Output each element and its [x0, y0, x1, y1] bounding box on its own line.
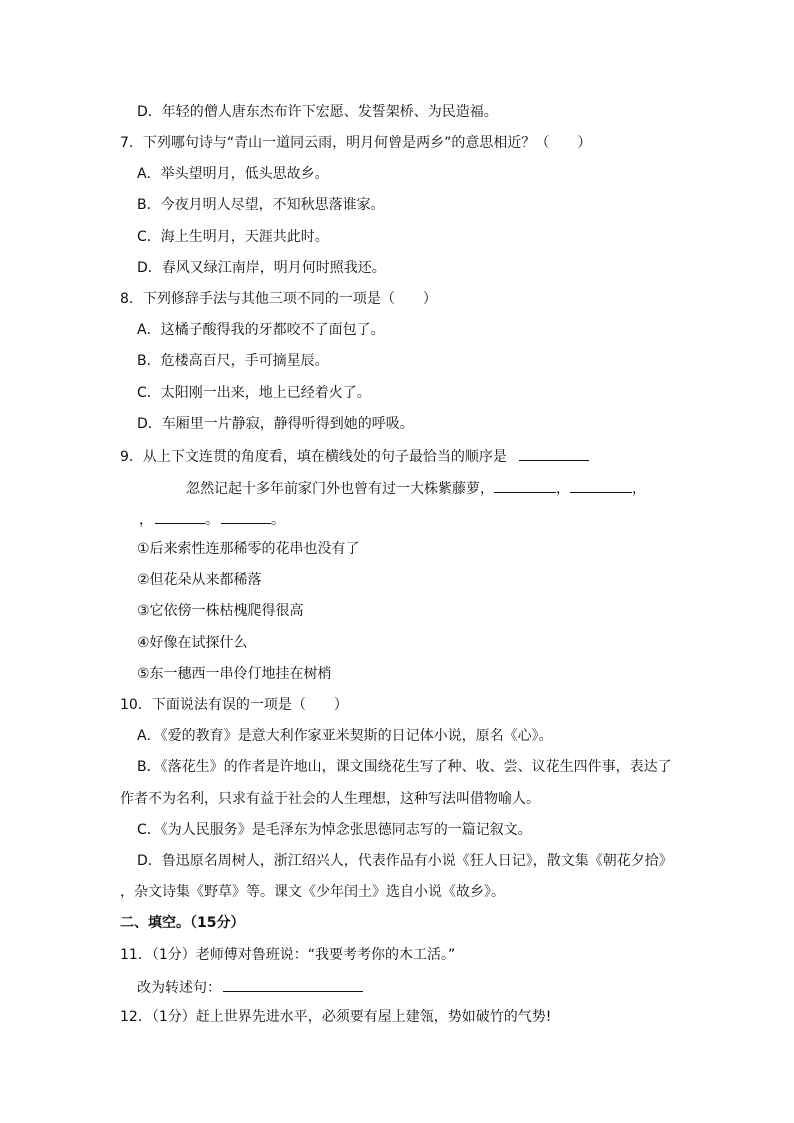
q10-option-d-cont: ，杂文诗集《野草》等。课文《少年闰土》选自小说《故乡》。 — [120, 884, 505, 900]
q7-option-c: C．海上生明月，天涯共此时。 — [137, 229, 329, 245]
q10-option-c: C．《为人民服务》是毛泽东为悼念张思德同志写的一篇记叙文。 — [137, 822, 532, 838]
q12-stem: 12．（1分）赶上世界先进水平，必须要有屋上建瓴，势如破竹的气势! — [120, 1009, 552, 1025]
q9-passage-text: 忽然记起十多年前家门外也曾有过一大株紫藤萝， — [186, 481, 494, 497]
q11-answer-blank[interactable] — [223, 977, 363, 992]
q9-sentence-5: ⑤东一穗西一串伶仃地挂在树梢 — [137, 666, 332, 682]
q8-option-c: C．太阳刚一出来，地上已经着火了。 — [137, 385, 371, 401]
q10-option-b: B．《落花生》的作者是许地山，课文围绕花生写了种、收、尝、议花生四件事，表达了 — [137, 759, 672, 775]
q6-option-d: D．年轻的僧人唐东杰布许下宏愿、发誓架桥、为民造福。 — [137, 104, 498, 120]
q8-option-d: D．车厢里一片静寂，静得听得到她的呼吸。 — [137, 416, 414, 432]
q9-sentence-3: ③它依傍一株枯槐爬得很高 — [137, 603, 304, 619]
q11-prompt: 改为转述句： — [137, 980, 221, 996]
q9-answer-blank[interactable] — [519, 446, 589, 461]
section-heading: 二、填空。（15分） — [120, 915, 245, 931]
q7-option-d: D．春风又绿江南岸，明月何时照我还。 — [137, 260, 386, 276]
q10-option-a: A．《爱的教育》是意大利作家亚米契斯的日记体小说，原名《心》。 — [137, 728, 553, 744]
q9-sentence-4: ④好像在试探什么 — [137, 635, 248, 651]
q8-option-a: A．这橘子酸得我的牙都咬不了面包了。 — [137, 322, 385, 338]
punctuation: ， — [556, 481, 570, 497]
punctuation: 。 — [205, 512, 219, 528]
q9-passage-line-2 — [139, 509, 285, 529]
q7-stem: 7．下列哪句诗与“青山一道同云雨，明月何曾是两乡”的意思相近？（ ） — [120, 135, 592, 151]
q8-stem: 8．下列修辞手法与其他三项不同的一项是（ ） — [120, 291, 437, 307]
q10-option-b-cont: 作者不为名利，只求有益于社会的人生理想，这种写法叫借物喻人。 — [120, 791, 540, 807]
q9-stem — [120, 446, 589, 466]
q11-stem: 11．（1分）老师傅对鲁班说：“我要考考你的木工活。” — [120, 947, 456, 963]
q10-option-d: D．鲁迅原名周树人，浙江绍兴人，代表作品有小说《狂人日记》，散文集《朝花夕拾》 — [137, 853, 673, 869]
q9-passage-line-1 — [186, 478, 646, 498]
q9-blank-2[interactable] — [570, 478, 632, 493]
q9-blank-3[interactable] — [155, 509, 205, 524]
q10-stem: 10．下面说法有误的一项是（ ） — [120, 697, 348, 713]
q9-sentence-1: ①后来索性连那稀零的花串也没有了 — [137, 541, 360, 557]
punctuation: ， — [139, 512, 153, 528]
q9-blank-4[interactable] — [221, 509, 271, 524]
q7-option-b: B．今夜月明人尽望，不知秋思落谁家。 — [137, 197, 385, 213]
punctuation: ， — [632, 481, 646, 497]
q8-option-b: B．危楼高百尺，手可摘星辰。 — [137, 353, 329, 369]
q9-stem-text: 9．从上下文连贯的角度看，填在横线处的句子最恰当的顺序是 — [120, 449, 507, 465]
punctuation: 。 — [271, 512, 285, 528]
q9-sentence-2: ②但花朵从来都稀落 — [137, 572, 262, 588]
q11-answer-line — [137, 977, 363, 997]
q7-option-a: A．举头望明月，低头思故乡。 — [137, 166, 329, 182]
q9-blank-1[interactable] — [494, 478, 556, 493]
